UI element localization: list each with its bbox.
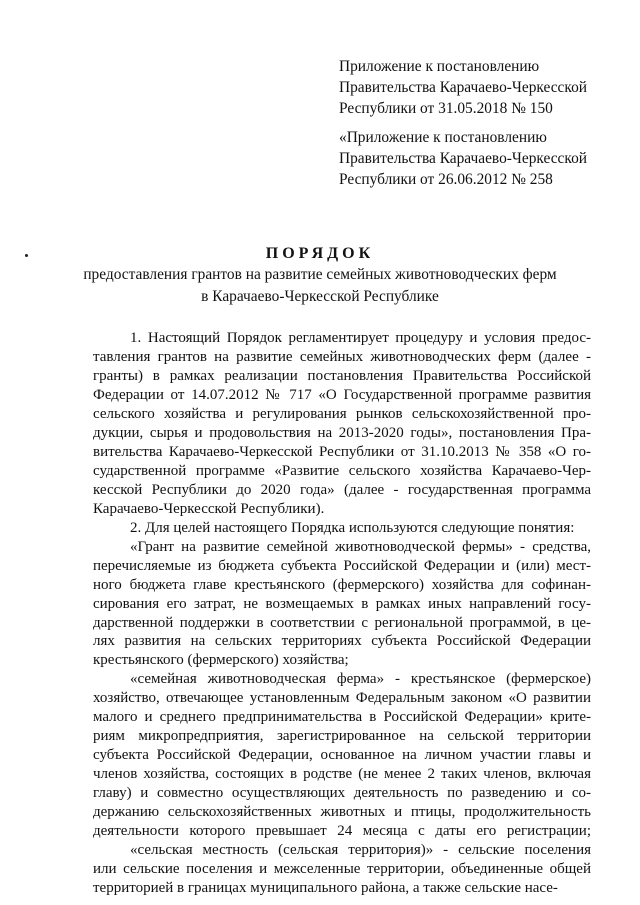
paragraph-line: деятельности которого превышает 24 месяца с даты его регистрации; bbox=[93, 823, 591, 840]
document-title: ПОРЯДОК bbox=[265, 245, 375, 262]
document-subtitle-line: в Карачаево-Черкесской Республике bbox=[201, 288, 439, 305]
paragraph-line: Федерации от 14.07.2012 № 717 «О Государственной программе развития bbox=[93, 386, 591, 403]
paragraph-line: малого и среднего предпринимательства в Российской Федерации» крите- bbox=[93, 709, 591, 726]
paragraph-line: Карачаево-Черкесской Республики). bbox=[93, 500, 325, 517]
header-line: Приложение к постановлению bbox=[339, 58, 540, 75]
paragraph-line: гранты) в рамках реализации постановления Правительства Российской bbox=[93, 367, 591, 384]
paragraph-line: «сельская местность (сельская территория)» - сельские поселения bbox=[130, 842, 591, 859]
paragraph-line: главу) и совместно осуществляющих деятельность по разведению и со- bbox=[93, 785, 591, 802]
paragraph-line: сельского хозяйства и регулирования рынков сельскохозяйственной про- bbox=[93, 405, 591, 422]
paragraph-line: держанию сельскохозяйственных животных и птицы, продолжительность bbox=[93, 804, 591, 821]
paragraph-line: членов хозяйства, состоящих в родстве (не менее 2 таких членов, включая bbox=[93, 766, 591, 783]
paragraph-line: хозяйство, отвечающее установленным Федеральным законом «О развитии bbox=[93, 690, 591, 707]
paragraph-line: или сельские поселения и межселенные территории, объединенные общей bbox=[93, 861, 591, 877]
document-subtitle-line: предоставления грантов на развитие семейных животноводческих ферм bbox=[83, 266, 557, 283]
paragraph-line: ного бюджета главе крестьянского (фермерского) хозяйства для софинан- bbox=[93, 576, 591, 593]
paragraph-line: субъекта Российской Федерации, основанное на личном участии главы и bbox=[93, 747, 591, 764]
paragraph-line: лях развития на сельских территориях субъекта Российской Федерации bbox=[93, 633, 591, 650]
paragraph-line: сударственной программе «Развитие сельского хозяйства Карачаево-Чер- bbox=[93, 462, 591, 479]
header-line: Правительства Карачаево-Черкесской bbox=[339, 79, 588, 96]
paragraph-line: сирования его затрат, не возмещаемых в рамках иных направлений госу- bbox=[93, 595, 591, 612]
paragraph-line: риям микропредприятия, зарегистрированное на сельской территории bbox=[93, 728, 591, 745]
header-line: Правительства Карачаево-Черкесской bbox=[339, 150, 588, 167]
header-line: Республики от 31.05.2018 № 150 bbox=[339, 100, 553, 117]
paragraph-line: 1. Настоящий Порядок регламентирует процедуру и условия предос- bbox=[130, 330, 591, 346]
paragraph-line: 2. Для целей настоящего Порядка используются следующие понятия: bbox=[130, 519, 575, 536]
paragraph-line: крестьянского (фермерского) хозяйства; bbox=[93, 652, 349, 669]
header-line: Республики от 26.06.2012 № 258 bbox=[339, 171, 553, 188]
paragraph-line: вительства Карачаево-Черкесской Республики от 31.10.2013 № 358 «О го- bbox=[93, 443, 591, 460]
paragraph-line: перечисляемые из бюджета субъекта Российской Федерации и (или) мест- bbox=[93, 557, 591, 574]
paragraph-line: «Грант на развитие семейной животноводческой фермы» - средства, bbox=[130, 538, 591, 555]
paragraph-line: дарственной поддержки в соответствии с региональной программой, в це- bbox=[93, 614, 591, 631]
paragraph-line: «семейная животноводческая ферма» - крестьянское (фермерское) bbox=[130, 671, 591, 688]
paragraph-line: тавления грантов на развитие семейных животноводческих ферм (далее - bbox=[93, 349, 591, 365]
paragraph-line: кесской Республики до 2020 года» (далее - государственная программа bbox=[93, 481, 591, 498]
header-line: «Приложение к постановлению bbox=[339, 129, 547, 146]
paragraph-line: территорией в границах муниципального района, а также сельские насе- bbox=[93, 880, 558, 896]
paragraph-line: дукции, сырья и продовольствия на 2013-2020 годы», постановления Пра- bbox=[93, 424, 591, 441]
